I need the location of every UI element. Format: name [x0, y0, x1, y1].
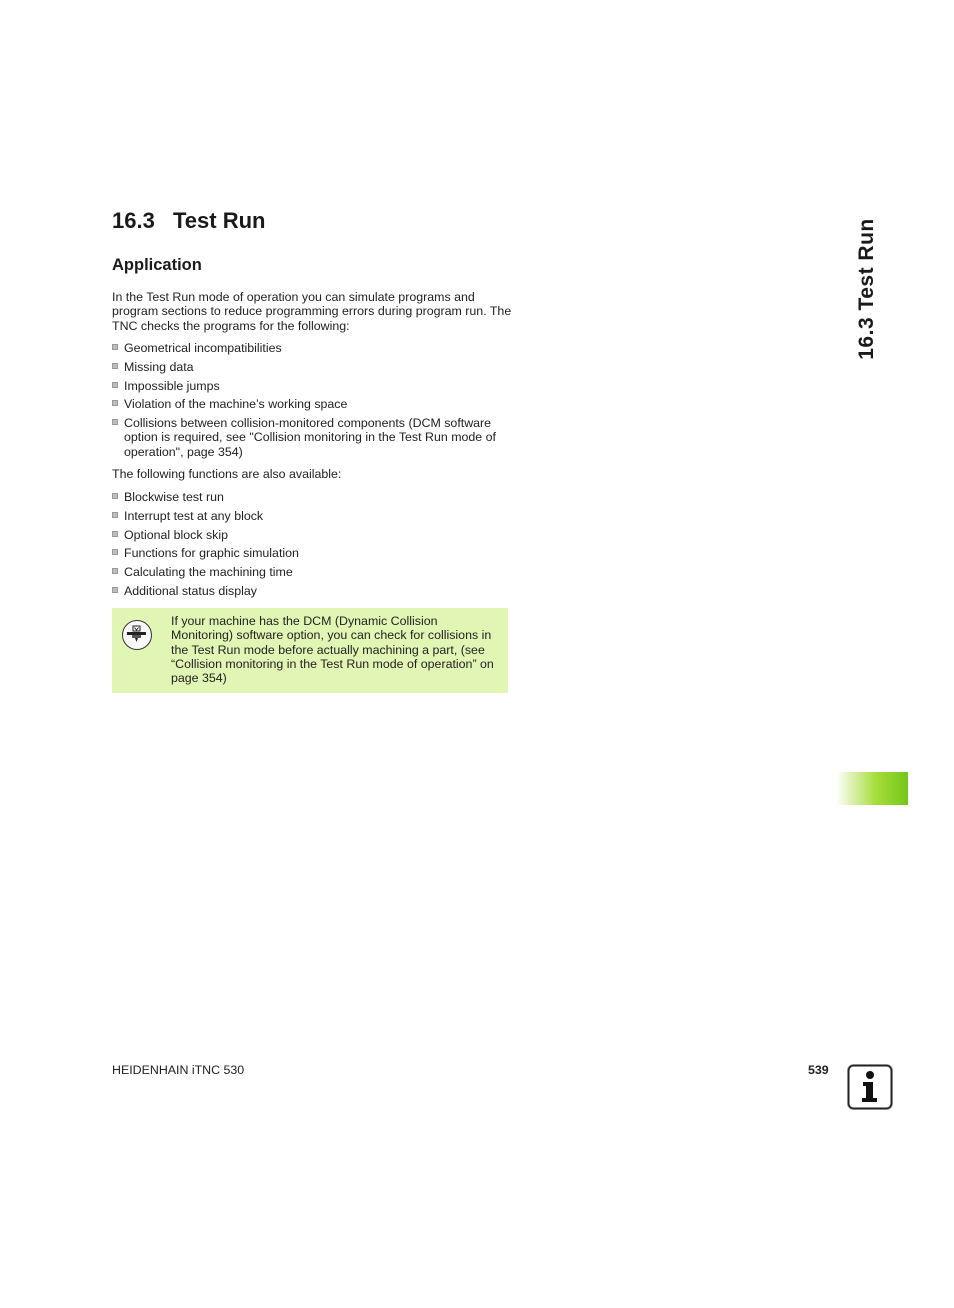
bullet-square-icon [112, 512, 118, 518]
list-item: Collisions between collision-monitored components (DCM software option is required, see "Collision monitoring in the Test Run mode of operation", page 354) [112, 416, 512, 459]
list-item: Impossible jumps [112, 379, 512, 393]
list-item: Blockwise test run [112, 490, 512, 504]
machine-dependent-icon [122, 620, 152, 650]
section-title-text: Test Run [173, 208, 266, 233]
note-text: If your machine has the DCM (Dynamic Collision Monitoring) software option, you can check for collisions in the Test Run mode before actually machining a part, (see “Collision monitoring in the Test Run mode of operation” on page 354) [171, 614, 494, 686]
info-icon [847, 1064, 893, 1110]
side-chapter-tab [857, 216, 877, 361]
subheading-application: Application [112, 256, 202, 274]
section-title [112, 208, 265, 234]
list-item: Additional status display [112, 584, 512, 598]
bullet-square-icon [112, 568, 118, 574]
machine-note-box [112, 608, 508, 693]
bullet-square-icon [112, 531, 118, 537]
list-item: Functions for graphic simulation [112, 546, 512, 560]
bullet-square-icon [112, 493, 118, 499]
list-item: Interrupt test at any block [112, 509, 512, 523]
bullet-square-icon [112, 400, 118, 406]
list-item: Missing data [112, 360, 512, 374]
section-number: 16.3 [112, 208, 155, 233]
bullet-square-icon [112, 587, 118, 593]
bullet-square-icon [112, 382, 118, 388]
list-item: Geometrical incompatibilities [112, 341, 512, 355]
functions-list [112, 490, 512, 603]
list-item: Violation of the machine’s working space [112, 397, 512, 411]
side-tab-label: 16.3 Test Run [855, 217, 878, 360]
footer-product: HEIDENHAIN iTNC 530 [112, 1063, 245, 1077]
checks-list [112, 341, 512, 464]
chapter-thumb-tab [836, 772, 908, 805]
bullet-square-icon [112, 419, 118, 425]
bullet-square-icon [112, 549, 118, 555]
bullet-square-icon [112, 363, 118, 369]
list-item: Optional block skip [112, 528, 512, 542]
list-item: Calculating the machining time [112, 565, 512, 579]
page-number: 539 [808, 1063, 829, 1077]
functions-intro: The following functions are also available: [112, 467, 342, 481]
bullet-square-icon [112, 344, 118, 350]
intro-paragraph: In the Test Run mode of operation you can simulate programs and program sections to reduce programming errors during program run. The TNC checks the programs for the following: [112, 290, 512, 333]
